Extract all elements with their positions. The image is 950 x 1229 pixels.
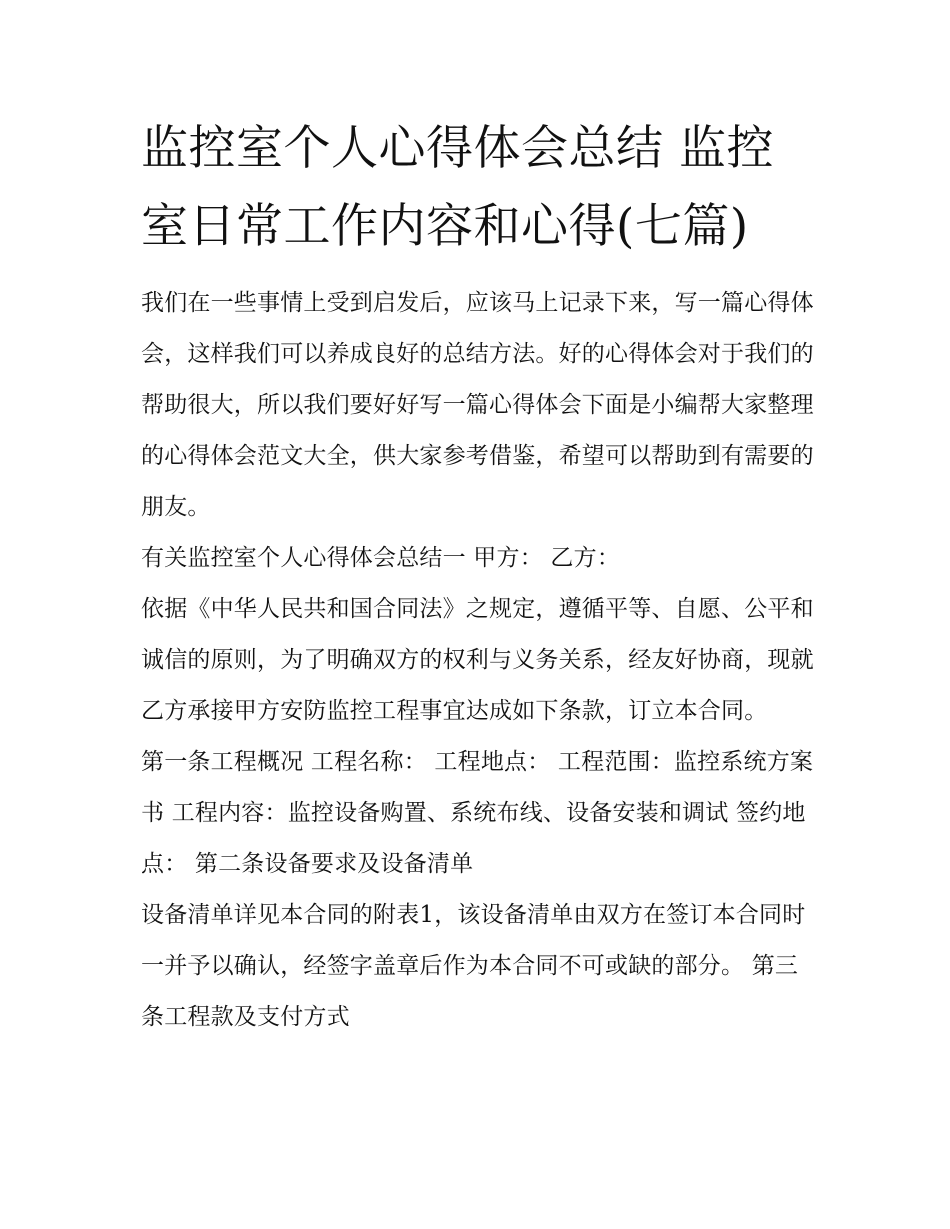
document-title: 监控室个人心得体会总结 监控室日常工作内容和心得(七篇) xyxy=(141,121,774,254)
section-heading-paragraph: 有关监控室个人心得体会总结一 甲方： 乙方： xyxy=(141,545,621,571)
equipment-list-paragraph: 设备清单详见本合同的附表1，该设备清单由双方在签订本合同时一并予以确认，经签字盖章后作为本合同不可或缺的部分。 第三条工程款及支付方式 xyxy=(141,902,806,1030)
project-overview-paragraph: 第一条工程概况 工程名称： 工程地点： 工程范围：监控系统方案书 工程内容：监控设备购置、系统布线、设备安装和调试 签约地点： 第二条设备要求及设备清单 xyxy=(141,749,814,877)
contract-basis-paragraph: 依据《中华人民共和国合同法》之规定，遵循平等、自愿、公平和诚信的原则，为了明确双方的权利与义务关系，经友好协商，现就乙方承接甲方安防监控工程事宜达成如下条款，订立本合同。 xyxy=(141,596,814,724)
document-page xyxy=(141,110,816,1043)
intro-paragraph: 我们在一些事情上受到启发后，应该马上记录下来，写一篇心得体会，这样我们可以养成良好的总结方法。好的心得体会对于我们的帮助很大，所以我们要好好写一篇心得体会下面是小编帮大家整理的心得体会范文大全，供大家参考借鉴，希望可以帮助到有需要的朋友。 xyxy=(141,290,814,520)
